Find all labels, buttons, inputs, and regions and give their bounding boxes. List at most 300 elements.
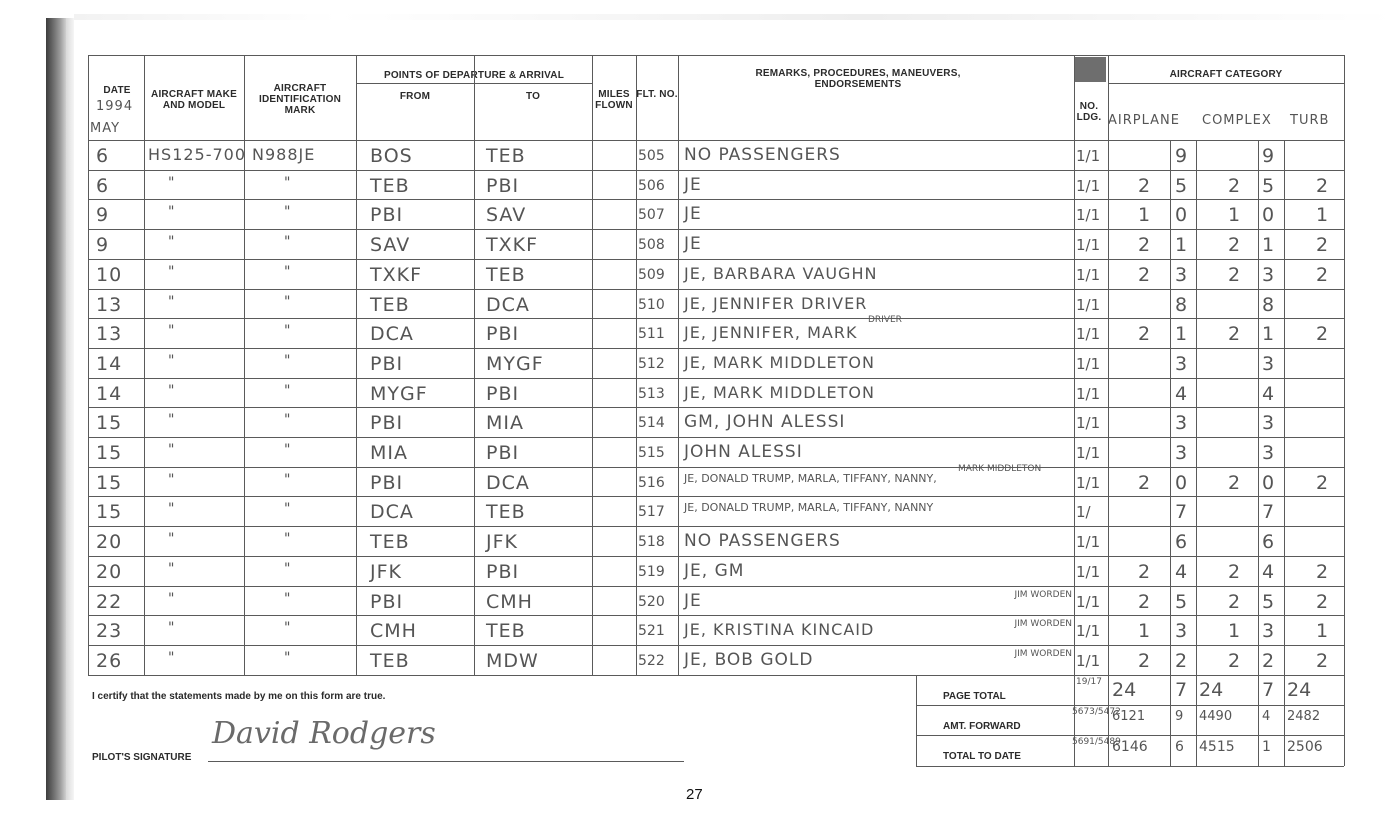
cell-date: 15 bbox=[96, 501, 123, 524]
cell-airplane-tenths: 7 bbox=[1175, 501, 1189, 524]
cell-turb: 2 bbox=[1316, 560, 1330, 583]
cell-make-model: " bbox=[168, 234, 176, 251]
cell-flt-no: 506 bbox=[638, 177, 665, 194]
cell-ldg: 1/1 bbox=[1076, 414, 1101, 433]
cell-airplane-tenths: 3 bbox=[1175, 442, 1189, 464]
row-rule bbox=[88, 496, 1344, 497]
cell-airplane-tenths: 4 bbox=[1175, 560, 1189, 583]
cell-complex-hours: 1 bbox=[1228, 204, 1242, 227]
header-make-model: AIRCRAFT MAKE AND MODEL bbox=[151, 89, 237, 111]
header-flt: FLT. NO. bbox=[636, 89, 678, 100]
header-remarks: REMARKS, PROCEDURES, MANEUVERS, ENDORSEMENTS bbox=[755, 68, 961, 90]
cell-make-model: " bbox=[168, 293, 176, 310]
footer-complex-hours: 4490 bbox=[1199, 708, 1233, 724]
cell-date: 23 bbox=[96, 620, 123, 643]
cell-ident: " bbox=[284, 412, 292, 429]
footer-col-rule bbox=[1258, 675, 1259, 766]
cell-remarks: NO PASSENGERS bbox=[684, 145, 841, 165]
cell-turb: 2 bbox=[1316, 649, 1330, 672]
logbook-page bbox=[88, 55, 1344, 790]
footer-airplane-tenths: 9 bbox=[1175, 708, 1185, 724]
col-rule bbox=[1284, 140, 1285, 675]
col-rule-right bbox=[1344, 55, 1345, 675]
col-rule bbox=[474, 55, 475, 675]
cell-complex-tenths: 3 bbox=[1262, 442, 1276, 464]
row-rule bbox=[88, 199, 1344, 200]
cell-turb: 2 bbox=[1316, 234, 1330, 257]
header-cat-complex: COMPLEX bbox=[1202, 113, 1272, 128]
footer-airplane-hours: 6146 bbox=[1112, 738, 1148, 755]
header-date: DATE bbox=[103, 85, 131, 96]
cell-remarks-endorsement: JIM WORDEN bbox=[1014, 648, 1072, 659]
footer-col-rule bbox=[1196, 675, 1197, 766]
cell-ident: " bbox=[284, 531, 292, 548]
cell-date: 13 bbox=[96, 293, 123, 316]
header-date-month: MAY bbox=[90, 121, 121, 136]
cell-from: MIA bbox=[370, 442, 408, 464]
footer-turb: 2482 bbox=[1287, 708, 1321, 724]
cell-complex-tenths: 1 bbox=[1262, 234, 1276, 257]
cell-ident: " bbox=[284, 293, 292, 310]
cell-make-model: " bbox=[168, 590, 176, 607]
cell-flt-no: 516 bbox=[638, 474, 665, 491]
row-rule bbox=[88, 378, 1344, 379]
cell-ldg: 1/1 bbox=[1076, 533, 1101, 552]
footer-complex-tenths: 4 bbox=[1262, 708, 1272, 724]
col-rule bbox=[1196, 140, 1197, 675]
cell-complex-hours: 2 bbox=[1228, 590, 1242, 613]
cell-airplane-hours: 2 bbox=[1138, 174, 1152, 197]
cell-turb: 1 bbox=[1316, 204, 1330, 227]
cell-remarks: JE bbox=[684, 234, 702, 255]
cell-to: MDW bbox=[486, 649, 539, 672]
cell-date: 14 bbox=[96, 382, 123, 405]
cell-ldg: 1/1 bbox=[1076, 444, 1101, 462]
col-rule bbox=[356, 55, 357, 675]
footer-col-rule bbox=[1074, 675, 1075, 766]
cell-complex-hours: 2 bbox=[1228, 234, 1242, 257]
row-rule bbox=[88, 289, 1344, 290]
certify-text: I certify that the statements made by me on this form are true. bbox=[92, 691, 386, 702]
cell-airplane-hours: 2 bbox=[1138, 590, 1152, 613]
cell-complex-hours: 2 bbox=[1228, 174, 1242, 197]
row-rule bbox=[88, 675, 1344, 676]
cell-to: PBI bbox=[486, 382, 520, 405]
cell-remarks: JE, DONALD TRUMP, MARLA, TIFFANY, NANNY bbox=[684, 501, 934, 515]
cell-remarks: JE, MARK MIDDLETON bbox=[684, 352, 875, 372]
cell-ident: " bbox=[284, 501, 292, 518]
footer-turb: 24 bbox=[1287, 678, 1312, 701]
cell-flt-no: 517 bbox=[638, 504, 665, 521]
footer-col-rule bbox=[1108, 675, 1109, 766]
col-rule bbox=[1108, 55, 1109, 675]
cell-ldg: 1/1 bbox=[1076, 265, 1101, 284]
cell-to: TEB bbox=[486, 145, 526, 167]
cell-from: SAV bbox=[370, 234, 411, 257]
footer-turb: 2506 bbox=[1287, 738, 1323, 755]
cell-make-model: " bbox=[168, 412, 176, 429]
cell-from: DCA bbox=[370, 323, 414, 346]
cell-date: 6 bbox=[96, 174, 110, 197]
cell-turb: 2 bbox=[1316, 263, 1330, 286]
cell-flt-no: 514 bbox=[638, 415, 665, 432]
cell-complex-tenths: 3 bbox=[1262, 352, 1276, 375]
cell-to: PBI bbox=[486, 174, 520, 197]
cell-flt-no: 511 bbox=[638, 326, 665, 343]
cell-ident: " bbox=[284, 174, 292, 191]
page-total-label: PAGE TOTAL bbox=[943, 691, 1006, 702]
cell-to: SAV bbox=[486, 204, 527, 227]
cell-from: TEB bbox=[370, 174, 410, 197]
cell-ident: N988JE bbox=[252, 145, 316, 164]
cell-airplane-tenths: 1 bbox=[1175, 234, 1189, 257]
row-rule bbox=[88, 467, 1344, 468]
cell-complex-hours: 1 bbox=[1228, 620, 1242, 643]
cell-date: 15 bbox=[96, 471, 123, 494]
cell-complex-hours: 2 bbox=[1228, 560, 1242, 583]
cell-flt-no: 507 bbox=[638, 207, 665, 224]
cell-ident: " bbox=[284, 471, 292, 488]
cell-complex-tenths: 1 bbox=[1262, 323, 1276, 346]
cell-make-model: " bbox=[168, 442, 176, 458]
cell-from: JFK bbox=[370, 560, 402, 583]
rule-footer-2 bbox=[916, 735, 1344, 736]
cell-airplane-hours: 2 bbox=[1138, 234, 1152, 257]
cell-from: TXKF bbox=[370, 263, 423, 286]
cell-make-model: " bbox=[168, 501, 176, 518]
page-top-edge bbox=[74, 14, 1394, 20]
cell-ident: " bbox=[284, 442, 292, 458]
cell-from: PBI bbox=[370, 412, 404, 435]
col-rule bbox=[1258, 140, 1259, 675]
cell-flt-no: 509 bbox=[638, 266, 665, 283]
footer-ldg: 5673/5472 bbox=[1072, 706, 1121, 717]
cell-to: PBI bbox=[486, 323, 520, 346]
cell-ident: " bbox=[284, 204, 292, 221]
total-to-date-label: TOTAL TO DATE bbox=[943, 751, 1021, 762]
row-rule bbox=[88, 407, 1344, 408]
cell-complex-tenths: 9 bbox=[1262, 145, 1276, 167]
cell-complex-tenths: 4 bbox=[1262, 560, 1276, 583]
rule-footer-1 bbox=[916, 705, 1344, 706]
cell-to: DCA bbox=[486, 293, 530, 316]
cell-complex-tenths: 6 bbox=[1262, 531, 1276, 554]
footer-col-rule bbox=[916, 675, 917, 766]
pilot-signature: David Rodgers bbox=[212, 716, 436, 751]
header-date-year: 1994 bbox=[96, 99, 134, 114]
cell-date: 15 bbox=[96, 412, 123, 435]
cell-ident: " bbox=[284, 323, 292, 340]
cell-remarks: JE, GM bbox=[684, 560, 745, 581]
cell-to: TXKF bbox=[486, 234, 539, 257]
cell-remarks: JE bbox=[684, 590, 702, 611]
cell-complex-tenths: 3 bbox=[1262, 412, 1276, 435]
cell-from: DCA bbox=[370, 501, 414, 524]
row-rule bbox=[88, 318, 1344, 319]
cell-make-model: " bbox=[168, 382, 176, 399]
row-rule bbox=[88, 140, 1344, 141]
cell-remarks: NO PASSENGERS bbox=[684, 531, 841, 552]
cell-to: DCA bbox=[486, 471, 530, 494]
footer-ldg: 19/17 bbox=[1076, 676, 1102, 687]
cell-remarks: JE, BOB GOLD bbox=[684, 649, 814, 670]
signature-line bbox=[208, 761, 684, 762]
cell-flt-no: 518 bbox=[638, 534, 665, 551]
cell-date: 9 bbox=[96, 234, 110, 257]
header-from: FROM bbox=[399, 91, 431, 102]
cell-date: 6 bbox=[96, 145, 110, 167]
page-number: 27 bbox=[686, 786, 703, 803]
cell-ldg: 1/1 bbox=[1076, 354, 1101, 373]
cell-ldg: 1/1 bbox=[1076, 384, 1101, 403]
footer-airplane-hours: 24 bbox=[1112, 678, 1137, 701]
cell-remarks: JE, DONALD TRUMP, MARLA, TIFFANY, NANNY, bbox=[684, 471, 937, 485]
rule-top bbox=[88, 55, 1344, 56]
rule-footer-3 bbox=[916, 766, 1344, 767]
cell-airplane-hours: 1 bbox=[1138, 620, 1152, 643]
cell-complex-tenths: 5 bbox=[1262, 590, 1276, 613]
cell-complex-tenths: 3 bbox=[1262, 620, 1276, 643]
cell-airplane-tenths: 9 bbox=[1175, 145, 1189, 167]
cell-complex-hours: 2 bbox=[1228, 471, 1242, 494]
cell-airplane-tenths: 1 bbox=[1175, 323, 1189, 346]
cell-airplane-tenths: 3 bbox=[1175, 352, 1189, 375]
cell-airplane-tenths: 3 bbox=[1175, 412, 1189, 435]
col-rule bbox=[1170, 140, 1171, 675]
col-rule bbox=[144, 55, 145, 675]
cell-complex-tenths: 4 bbox=[1262, 382, 1276, 405]
cell-complex-tenths: 0 bbox=[1262, 471, 1276, 494]
cell-airplane-tenths: 6 bbox=[1175, 531, 1189, 554]
cell-from: MYGF bbox=[370, 382, 428, 405]
footer-complex-tenths: 7 bbox=[1262, 678, 1276, 701]
footer-airplane-hours: 6121 bbox=[1112, 708, 1146, 724]
header-ident: AIRCRAFT IDENTIFICATION MARK bbox=[258, 83, 342, 116]
footer-ldg: 5691/5489 bbox=[1072, 736, 1121, 747]
cell-turb: 1 bbox=[1316, 620, 1330, 643]
cell-to: PBI bbox=[486, 442, 520, 464]
cell-date: 13 bbox=[96, 323, 123, 346]
cell-flt-no: 522 bbox=[638, 652, 665, 669]
footer-airplane-tenths: 6 bbox=[1175, 738, 1185, 755]
footer-col-rule-right bbox=[1344, 675, 1345, 766]
cell-complex-tenths: 5 bbox=[1262, 174, 1276, 197]
cell-remarks: JE, JENNIFER DRIVER bbox=[684, 293, 868, 313]
cell-complex-hours: 2 bbox=[1228, 323, 1242, 346]
cell-ident: " bbox=[284, 263, 292, 280]
cell-to: MIA bbox=[486, 412, 524, 435]
cell-to: TEB bbox=[486, 263, 526, 286]
cell-ident: " bbox=[284, 590, 292, 607]
cell-make-model: " bbox=[168, 620, 176, 637]
cell-date: 9 bbox=[96, 204, 110, 227]
cell-ldg: 1/1 bbox=[1076, 295, 1101, 314]
cell-from: CMH bbox=[370, 620, 417, 643]
cell-to: PBI bbox=[486, 560, 520, 583]
cell-make-model: " bbox=[168, 174, 176, 191]
cell-date: 14 bbox=[96, 352, 123, 375]
cell-turb: 2 bbox=[1316, 471, 1330, 494]
col-rule bbox=[88, 55, 89, 675]
header-miles: MILES FLOWN bbox=[595, 89, 633, 111]
header-points: POINTS OF DEPARTURE & ARRIVAL bbox=[383, 70, 565, 81]
cell-to: MYGF bbox=[486, 352, 544, 375]
cell-airplane-tenths: 3 bbox=[1175, 263, 1189, 286]
cell-ldg: 1/1 bbox=[1076, 325, 1101, 344]
cell-airplane-tenths: 4 bbox=[1175, 382, 1189, 405]
cell-flt-no: 521 bbox=[638, 623, 665, 640]
cell-remarks: JE, MARK MIDDLETON bbox=[684, 382, 875, 402]
row-rule bbox=[88, 437, 1344, 438]
row-rule bbox=[88, 348, 1344, 349]
cell-from: TEB bbox=[370, 649, 410, 672]
cell-ldg: 1/1 bbox=[1076, 473, 1101, 492]
cell-complex-tenths: 7 bbox=[1262, 501, 1276, 524]
footer-complex-hours: 4515 bbox=[1199, 738, 1235, 755]
cell-date: 15 bbox=[96, 442, 123, 464]
cell-ident: " bbox=[284, 620, 292, 637]
cell-remarks: JE bbox=[684, 204, 702, 225]
cell-ident: " bbox=[284, 649, 292, 666]
cell-remarks: JOHN ALESSI bbox=[684, 442, 803, 462]
cell-make-model: " bbox=[168, 352, 176, 369]
row-rule bbox=[88, 556, 1344, 557]
row-rule bbox=[88, 229, 1344, 230]
cell-flt-no: 510 bbox=[638, 296, 665, 313]
cell-date: 20 bbox=[96, 560, 123, 583]
row-rule bbox=[88, 586, 1344, 587]
col-rule bbox=[592, 55, 593, 675]
cell-remarks-endorsement: JIM WORDEN bbox=[1014, 619, 1072, 630]
cell-ident: " bbox=[284, 352, 292, 369]
signature-label: PILOT'S SIGNATURE bbox=[92, 752, 192, 763]
cell-ldg: 1/1 bbox=[1076, 206, 1101, 225]
cell-flt-no: 512 bbox=[638, 355, 665, 372]
cell-complex-hours: 2 bbox=[1228, 263, 1242, 286]
cell-ldg: 1/1 bbox=[1076, 622, 1101, 641]
cell-ldg: 1/1 bbox=[1076, 592, 1101, 611]
cell-make-model: " bbox=[168, 471, 176, 488]
footer-airplane-tenths: 7 bbox=[1175, 678, 1189, 701]
cell-remarks: JE, KRISTINA KINCAID bbox=[684, 620, 875, 640]
header-cat-turb: TURB bbox=[1290, 113, 1330, 128]
row-rule bbox=[88, 170, 1344, 171]
cell-flt-no: 508 bbox=[638, 237, 665, 254]
cell-from: PBI bbox=[370, 590, 404, 613]
col-rule bbox=[678, 55, 679, 675]
cell-from: PBI bbox=[370, 471, 404, 494]
cell-remarks: GM, JOHN ALESSI bbox=[684, 412, 846, 433]
footer-col-rule bbox=[1284, 675, 1285, 766]
cell-turb: 2 bbox=[1316, 590, 1330, 613]
cell-complex-tenths: 8 bbox=[1262, 293, 1276, 316]
footer-complex-hours: 24 bbox=[1199, 678, 1224, 701]
cell-flt-no: 515 bbox=[638, 445, 665, 461]
footer-col-rule bbox=[1170, 675, 1171, 766]
cell-ident: " bbox=[284, 234, 292, 251]
cell-ldg: 1/1 bbox=[1076, 147, 1101, 165]
rule-category bbox=[1108, 83, 1344, 84]
row-rule bbox=[88, 526, 1344, 527]
cell-airplane-tenths: 2 bbox=[1175, 649, 1189, 672]
cell-make-model: HS125-700 bbox=[148, 145, 247, 164]
cell-make-model: " bbox=[168, 531, 176, 548]
cell-turb: 2 bbox=[1316, 174, 1330, 197]
cell-date: 22 bbox=[96, 590, 123, 613]
col-rule bbox=[1074, 55, 1075, 675]
logbook-binding bbox=[46, 18, 66, 800]
cell-airplane-hours: 2 bbox=[1138, 263, 1152, 286]
cell-airplane-hours: 1 bbox=[1138, 204, 1152, 227]
cell-airplane-tenths: 8 bbox=[1175, 293, 1189, 316]
cell-flt-no: 513 bbox=[638, 385, 665, 402]
cell-complex-hours: 2 bbox=[1228, 649, 1242, 672]
cell-make-model: " bbox=[168, 649, 176, 666]
cell-airplane-hours: 2 bbox=[1138, 323, 1152, 346]
header-to: TO bbox=[525, 91, 541, 102]
cell-airplane-tenths: 5 bbox=[1175, 590, 1189, 613]
cell-airplane-tenths: 0 bbox=[1175, 204, 1189, 227]
cell-ldg: 1/1 bbox=[1076, 236, 1101, 255]
footer-complex-tenths: 1 bbox=[1262, 738, 1272, 755]
cell-complex-tenths: 2 bbox=[1262, 649, 1276, 672]
logbook-binding-edge bbox=[66, 18, 74, 800]
cell-complex-tenths: 0 bbox=[1262, 204, 1276, 227]
cell-flt-no: 519 bbox=[638, 563, 665, 580]
cell-airplane-tenths: 5 bbox=[1175, 174, 1189, 197]
cell-to: CMH bbox=[486, 590, 533, 613]
cell-remarks: JE, JENNIFER, MARK bbox=[684, 323, 858, 343]
cell-from: BOS bbox=[370, 145, 413, 167]
cell-date: 26 bbox=[96, 649, 123, 672]
cell-remarks-note: DRIVER bbox=[868, 315, 902, 326]
cell-airplane-tenths: 3 bbox=[1175, 620, 1189, 643]
cell-date: 20 bbox=[96, 531, 123, 554]
header-category: AIRCRAFT CATEGORY bbox=[1169, 69, 1283, 80]
cell-to: JFK bbox=[486, 531, 518, 554]
cell-remarks-note: MARK MIDDLETON bbox=[958, 463, 1042, 474]
cell-airplane-hours: 2 bbox=[1138, 471, 1152, 494]
cell-from: TEB bbox=[370, 531, 410, 554]
row-rule bbox=[88, 259, 1344, 260]
row-rule bbox=[88, 615, 1344, 616]
cell-date: 10 bbox=[96, 263, 123, 286]
cell-airplane-hours: 2 bbox=[1138, 560, 1152, 583]
cell-from: PBI bbox=[370, 352, 404, 375]
header-cat-airplane: AIRPLANE bbox=[1108, 113, 1180, 128]
cell-ldg: 1/ bbox=[1076, 503, 1091, 522]
cell-remarks: JE, BARBARA VAUGHN bbox=[684, 263, 878, 283]
cell-ldg: 1/1 bbox=[1076, 176, 1101, 195]
cell-airplane-tenths: 0 bbox=[1175, 471, 1189, 494]
cell-from: TEB bbox=[370, 293, 410, 316]
row-rule bbox=[88, 645, 1344, 646]
cell-flt-no: 505 bbox=[638, 148, 665, 164]
cell-ident: " bbox=[284, 382, 292, 399]
cell-airplane-hours: 2 bbox=[1138, 649, 1152, 672]
cell-ldg: 1/1 bbox=[1076, 562, 1101, 581]
cell-from: PBI bbox=[370, 204, 404, 227]
cell-remarks-endorsement: JIM WORDEN bbox=[1014, 589, 1072, 600]
cell-to: TEB bbox=[486, 501, 526, 524]
header-shade bbox=[1074, 57, 1106, 82]
amt-forward-label: AMT. FORWARD bbox=[943, 721, 1021, 732]
cell-ldg: 1/1 bbox=[1076, 651, 1101, 670]
cell-make-model: " bbox=[168, 323, 176, 340]
cell-make-model: " bbox=[168, 204, 176, 221]
cell-make-model: " bbox=[168, 560, 176, 577]
cell-make-model: " bbox=[168, 263, 176, 280]
